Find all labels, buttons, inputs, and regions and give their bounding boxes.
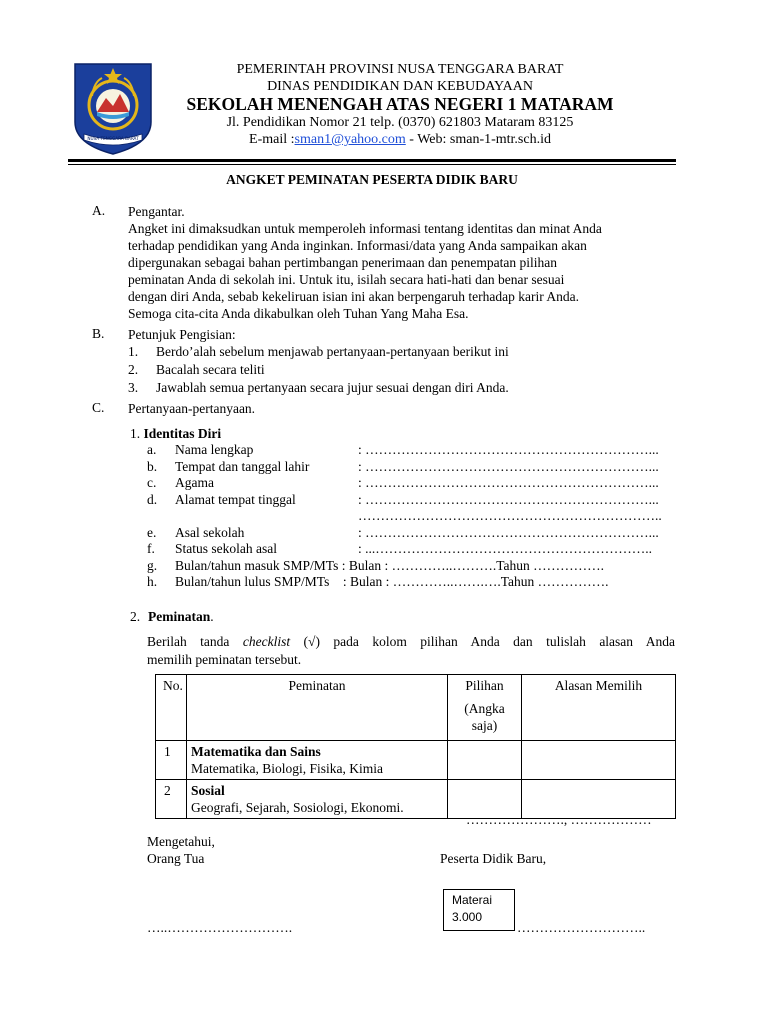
letterhead xyxy=(160,61,640,148)
header-no: No. xyxy=(156,675,187,741)
instruction-list xyxy=(128,343,509,397)
row-peminatan: Sosial Geografi, Sejarah, Sosiologi, Ekonomi. xyxy=(187,780,448,819)
section-b-letter: B. xyxy=(92,326,105,341)
header-rule-thick xyxy=(68,159,676,162)
section-a-body xyxy=(128,220,674,322)
asal-sekolah-input[interactable]: : ………………………………………………………... xyxy=(358,524,659,540)
row-peminatan: Matematika dan Sains Matematika, Biologi, Fisika, Kimia xyxy=(187,741,448,780)
table-row xyxy=(156,741,676,780)
field-ttl: b. Tempat dan tanggal lahir : ………………………………………………………... xyxy=(147,458,659,474)
intro-line: dengan diri Anda, sebab kekeliruan isian ini akan berpengaruh terhadap karir Anda. xyxy=(128,289,579,304)
peminatan-instruction: Berilah tanda checklist (√) pada kolom pilihan Anda dan tulislah alasan Anda memilih peminatan tersebut. xyxy=(147,634,675,667)
identity-fields xyxy=(147,442,662,591)
header-contact xyxy=(160,131,640,148)
mengetahui-label: Mengetahui, xyxy=(147,834,215,849)
alamat-input-line2[interactable]: ………………………………………………………….. xyxy=(358,508,662,523)
instruction-item: 1. Berdo’alah sebelum menjawab pertanyaan-pertanyaan berikut ini xyxy=(128,344,509,359)
header-address: Jl. Pendidikan Nomor 21 telp. (0370) 621803 Mataram 83125 xyxy=(226,115,574,130)
field-masuk: g. Bulan/tahun masuk SMP/MTs : Bulan : …………..……….Tahun ……………. xyxy=(147,557,604,573)
email-prefix: E-mail : xyxy=(249,132,295,147)
masuk-input[interactable]: Bulan/tahun masuk SMP/MTs : Bulan : …………..……….Tahun ……………. xyxy=(175,557,604,573)
intro-line: peminatan Anda di sekolah ini. Untuk itu, isilah secara hati-hati dan benar sesuai xyxy=(128,272,565,287)
header-government: PEMERINTAH PROVINSI NUSA TENGGARA BARAT xyxy=(236,62,564,77)
section-c-heading: Pertanyaan-pertanyaan. xyxy=(128,401,256,416)
orang-tua-label: Orang Tua xyxy=(147,851,205,866)
materai-box: Materai 3.000 xyxy=(443,889,515,931)
row-no: 1 xyxy=(156,741,187,780)
header-rule-thin xyxy=(68,164,676,165)
alamat-input[interactable]: : ………………………………………………………... xyxy=(358,491,659,507)
header-alasan: Alasan Memilih xyxy=(522,675,676,741)
intro-line: terhadap pendidikan yang Anda inginkan. Informasi/data yang Anda sampaikan akan xyxy=(128,238,587,253)
intro-line: Angket ini dimaksudkan untuk memperoleh informasi tentang identitas dan minat Anda xyxy=(128,221,602,236)
agama-input[interactable]: : ………………………………………………………... xyxy=(358,475,659,490)
field-agama: c. Agama : ………………………………………………………... xyxy=(147,475,659,490)
nama-input[interactable]: : ………………………………………………………... xyxy=(358,442,659,457)
section-c-letter: C. xyxy=(92,400,105,415)
date-line[interactable]: …………………., ……………… xyxy=(466,812,652,827)
status-sekolah-input[interactable]: : ...…………………………………………………….. xyxy=(358,541,653,556)
row-no: 2 xyxy=(156,780,187,819)
peserta-label: Peserta Didik Baru, xyxy=(440,851,547,866)
instruction-item: 3. Jawablah semua pertanyaan secara jujur sesuai dengan diri Anda. xyxy=(128,380,509,395)
form-title: ANGKET PEMINATAN PESERTA DIDIK BARU xyxy=(226,172,518,187)
section-b-heading: Petunjuk Pengisian: xyxy=(128,327,236,342)
field-nama: a. Nama lengkap : ………………………………………………………... xyxy=(147,442,659,457)
parent-signature-line[interactable]: …..………………………. xyxy=(147,920,293,935)
peminatan-heading: 2. Peminatan. xyxy=(130,609,214,624)
instruction-item: 2. Bacalah secara teliti xyxy=(128,362,265,377)
peminatan-table xyxy=(155,674,676,819)
logo-text: NUSA TENGGARA BARAT xyxy=(87,136,139,141)
header-peminatan: Peminatan xyxy=(187,675,448,741)
ttl-input[interactable]: : ………………………………………………………... xyxy=(358,458,659,474)
header-department: DINAS PENDIDIKAN DAN KEBUDAYAAN xyxy=(267,79,533,94)
header-pilihan: Pilihan (Angka saja) xyxy=(448,675,522,741)
lulus-input[interactable]: Bulan/tahun lulus SMP/MTs : Bulan : …………..…….….Tahun ……………. xyxy=(175,574,609,589)
field-alamat: d. Alamat tempat tinggal : ………………………………………………………... xyxy=(147,491,659,507)
intro-line: Semoga cita-cita Anda dikabulkan oleh Tuhan Yang Maha Esa. xyxy=(128,306,469,321)
field-alamat-cont xyxy=(147,508,662,525)
field-lulus: h. Bulan/tahun lulus SMP/MTs : Bulan : …………..…….….Tahun ……………. xyxy=(147,574,609,589)
alasan-cell-1[interactable] xyxy=(522,741,676,780)
pilihan-cell-1[interactable] xyxy=(448,741,522,780)
email-link[interactable]: sman1@yahoo.com xyxy=(294,132,406,147)
student-signature-line[interactable]: ……………………….. xyxy=(517,920,646,935)
field-status-sekolah: f. Status sekolah asal : ...…………………………………………………….. xyxy=(147,541,653,556)
header-school-name: SEKOLAH MENENGAH ATAS NEGERI 1 MATARAM xyxy=(186,94,614,114)
table-header-row xyxy=(156,675,676,741)
web-text: - Web: sman-1-mtr.sch.id xyxy=(405,132,551,147)
provincial-logo xyxy=(72,60,154,156)
section-a-letter: A. xyxy=(92,203,106,218)
field-asal-sekolah: e. Asal sekolah : ………………………………………………………... xyxy=(147,524,659,540)
intro-line: dipergunakan sebagai bahan pertimbangan penerimaan dan penempatan pilihan xyxy=(128,255,557,270)
identitas-heading: 1. Identitas Diri xyxy=(130,426,222,441)
section-a-heading: Pengantar. xyxy=(128,204,185,219)
